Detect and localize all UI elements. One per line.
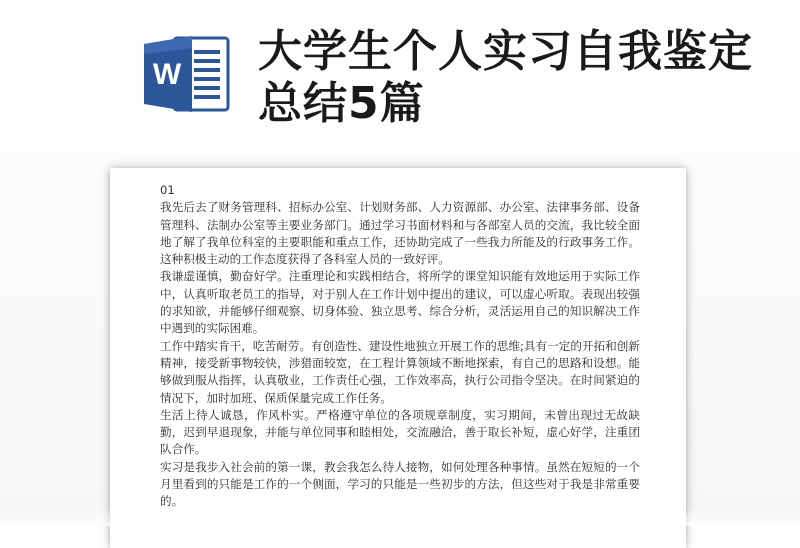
page-title: 大学生个人实习自我鉴定总结5篇 (258, 26, 753, 129)
document-body (160, 182, 640, 511)
word-icon-letter: W (152, 58, 182, 91)
section-number: 01 (160, 183, 175, 197)
paragraph: 我先后去了财务管理科、招标办公室、计划财务部、人力资源部、办公室、法律事务部、设备管理科、法制办公室等主要业务部门。通过学习书面材料和与各部室人员的交流，我比较全面地了解了我单位科室的主要职能和重点工作，还协助完成了一些我力所能及的行政事务工作。这种积极主动的工作态度获得了各科室人员的一致好评。 (160, 200, 640, 267)
paragraph: 我谦虚谨慎，勤奋好学。注重理论和实践相结合，将所学的课堂知识能有效地运用于实际工作中，认真听取老员工的指导，对于别人在工作计划中提出的建议，可以虚心听取。表现出较强的求知欲，并能够仔细观察、切身体验、独立思考、综合分析，灵活运用自己的知识解决工作中遇到的实际困难。 (160, 269, 640, 336)
paragraph: 生活上待人诚恳，作风朴实。严格遵守单位的各项规章制度，实习期间，未曾出现过无故缺勤，迟到早退现象，并能与单位同事和睦相处，交流融洽，善于取长补短，虚心好学，注重团队合作。 (160, 407, 640, 457)
paragraph: 工作中踏实肯干，吃苦耐劳。有创造性、建设性地独立开展工作的思维;具有一定的开拓和创新精神，接受新事物较快，涉猎面较宽，在工程计算领域不断地探索，有自己的思路和设想。能够做到服从指挥，认真敬业，工作责任心强，工作效率高，执行公司指令坚决。在时间紧迫的情况下，加时加班、保质保量完成工作任务。 (160, 338, 640, 405)
bottom-fade (0, 508, 800, 526)
paragraph: 实习是我步入社会前的第一课，教会我怎么待人接物，如何处理各种事情。虽然在短短的一个月里看到的只能是工作的一个侧面，学习的只能是一些初步的方法，但这些对于我是非常重要的。 (160, 459, 640, 509)
page-header (0, 0, 800, 150)
document-page (110, 168, 686, 548)
word-document-icon (140, 28, 232, 120)
